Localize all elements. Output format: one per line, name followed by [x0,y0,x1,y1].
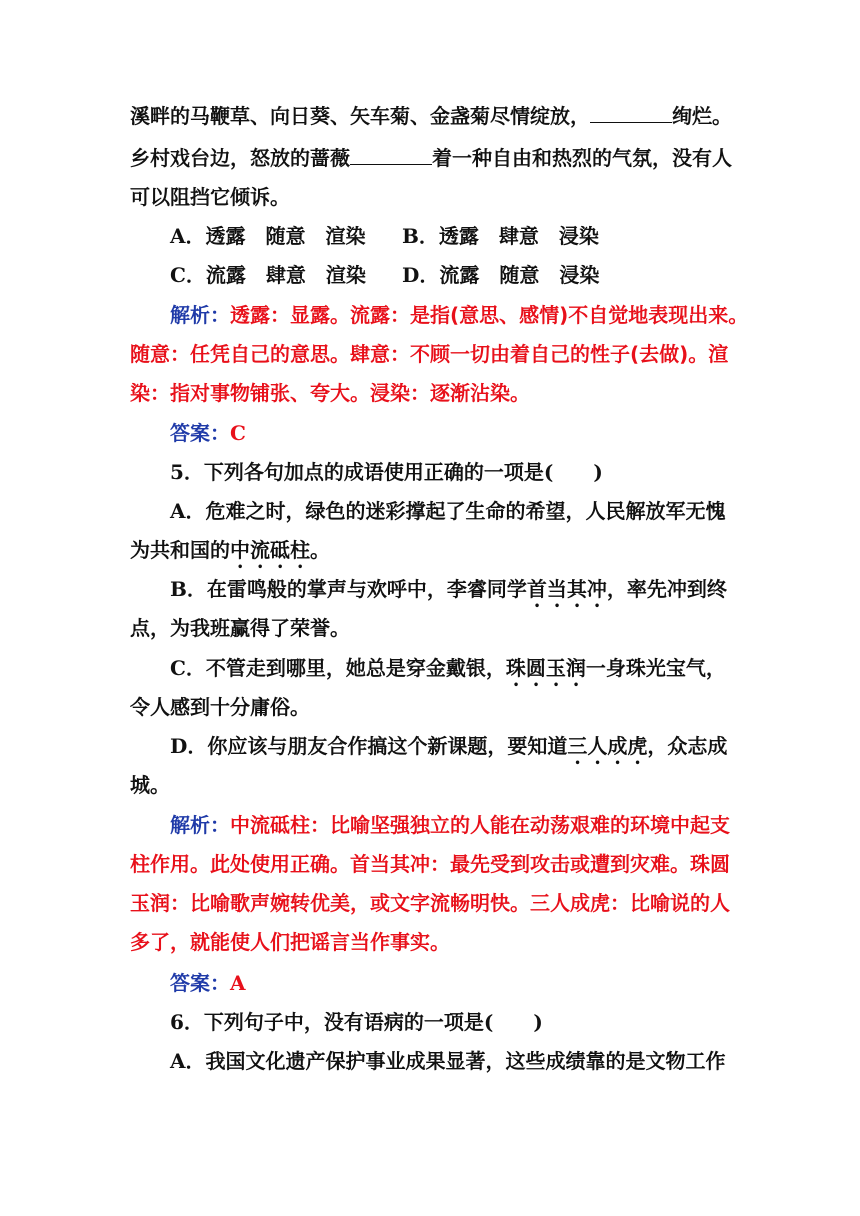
option-text: B．在雷鸣般的掌声与欢呼中，李睿同学 [170,577,527,601]
dotted-idiom: 三人成虎 [567,734,648,758]
option-b: B．透露 肆意 浸染 [402,224,599,248]
q5-explanation-line-4: 多了，就能使人们把谣言当作事实。 [130,930,450,954]
q6-option-a-line-1: A．我国文化遗产保护事业成果显著，这些成绩靠的是文物工作 [170,1049,726,1073]
explanation-text: 中流砥柱：比喻坚强独立的人能在动荡艰难的环境中起支 [230,813,730,837]
option-text: 一身珠光宝气， [585,656,726,680]
q4-explanation-line-3: 染：指对事物铺张、夸大。浸染：逐渐沾染。 [130,381,530,405]
fill-blank [350,144,432,165]
q5-answer [170,969,860,997]
q4-explanation-line-1 [170,301,860,329]
option-text: ，众志成 [647,734,728,758]
q4-text: 乡村戏台边，怒放的蔷薇 [130,146,350,170]
option-c: C．流露 肆意 渲染 [170,263,366,287]
q5-option-b-line-2: 点，为我班赢得了荣誉。 [130,616,350,640]
dotted-idiom: 珠圆玉润 [505,656,586,680]
option-text: 为共和国的 [130,538,230,562]
q5-option-a-line-1: A．危难之时，绿色的迷彩撑起了生命的希望，人民解放军无愧 [170,499,726,523]
option-text: D．你应该与朋友合作搞这个新课题，要知道 [170,734,568,758]
q5-explanation-line-2: 柱作用。此处使用正确。首当其冲：最先受到攻击或遭到灾难。珠圆 [130,852,730,876]
q5-option-d-line-1 [170,732,860,769]
q4-line-1 [130,102,860,130]
answer-label: 答案： [170,421,230,445]
option-text: ，率先冲到终 [606,577,727,601]
q5-option-a-line-2 [130,536,860,573]
q4-explanation-line-2: 随意：任凭自己的意思。肆意：不顾一切由着自己的性子(去做)。渲 [130,342,729,366]
q4-options-row-1 [170,222,860,250]
q5-option-c-line-1 [170,654,860,691]
q4-options-row-2 [170,261,860,289]
q4-text: 绚烂。 [672,104,732,128]
option-text: 。 [310,538,330,562]
option-d: D．流露 随意 浸染 [402,263,600,287]
q4-answer [170,419,860,447]
q5-explanation-line-3: 玉润：比喻歌声婉转优美，或文字流畅明快。三人成虎：比喻说的人 [130,891,730,915]
fill-blank [590,102,672,123]
dotted-idiom: 中流砥柱 [230,538,310,562]
q4-line-2 [130,144,860,172]
q6-stem: 6．下列句子中，没有语病的一项是( ) [170,1010,543,1034]
answer-value: A [230,971,246,995]
q4-line-3: 可以阻挡它倾诉。 [130,185,290,209]
q4-text: 溪畔的马鞭草、向日葵、矢车菊、金盏菊尽情绽放， [130,104,590,128]
explanation-label: 解析： [170,813,230,837]
q5-explanation-line-1 [170,811,860,839]
answer-value: C [230,421,246,445]
answer-label: 答案： [170,971,230,995]
explanation-text: 透露：显露。流露：是指(意思、感情)不自觉地表现出来。 [230,303,749,327]
q4-text: 着一种自由和热烈的气氛，没有人 [432,146,732,170]
option-a: A．透露 随意 渲染 [170,224,366,248]
q5-option-c-line-2: 令人感到十分庸俗。 [130,695,310,719]
q5-stem: 5．下列各句加点的成语使用正确的一项是( ) [170,460,603,484]
q5-option-b-line-1 [170,575,860,612]
explanation-label: 解析： [170,303,230,327]
dotted-idiom: 首当其冲 [526,577,607,601]
q5-option-d-line-2: 城。 [130,773,170,797]
option-text: C．不管走到哪里，她总是穿金戴银， [170,656,506,680]
